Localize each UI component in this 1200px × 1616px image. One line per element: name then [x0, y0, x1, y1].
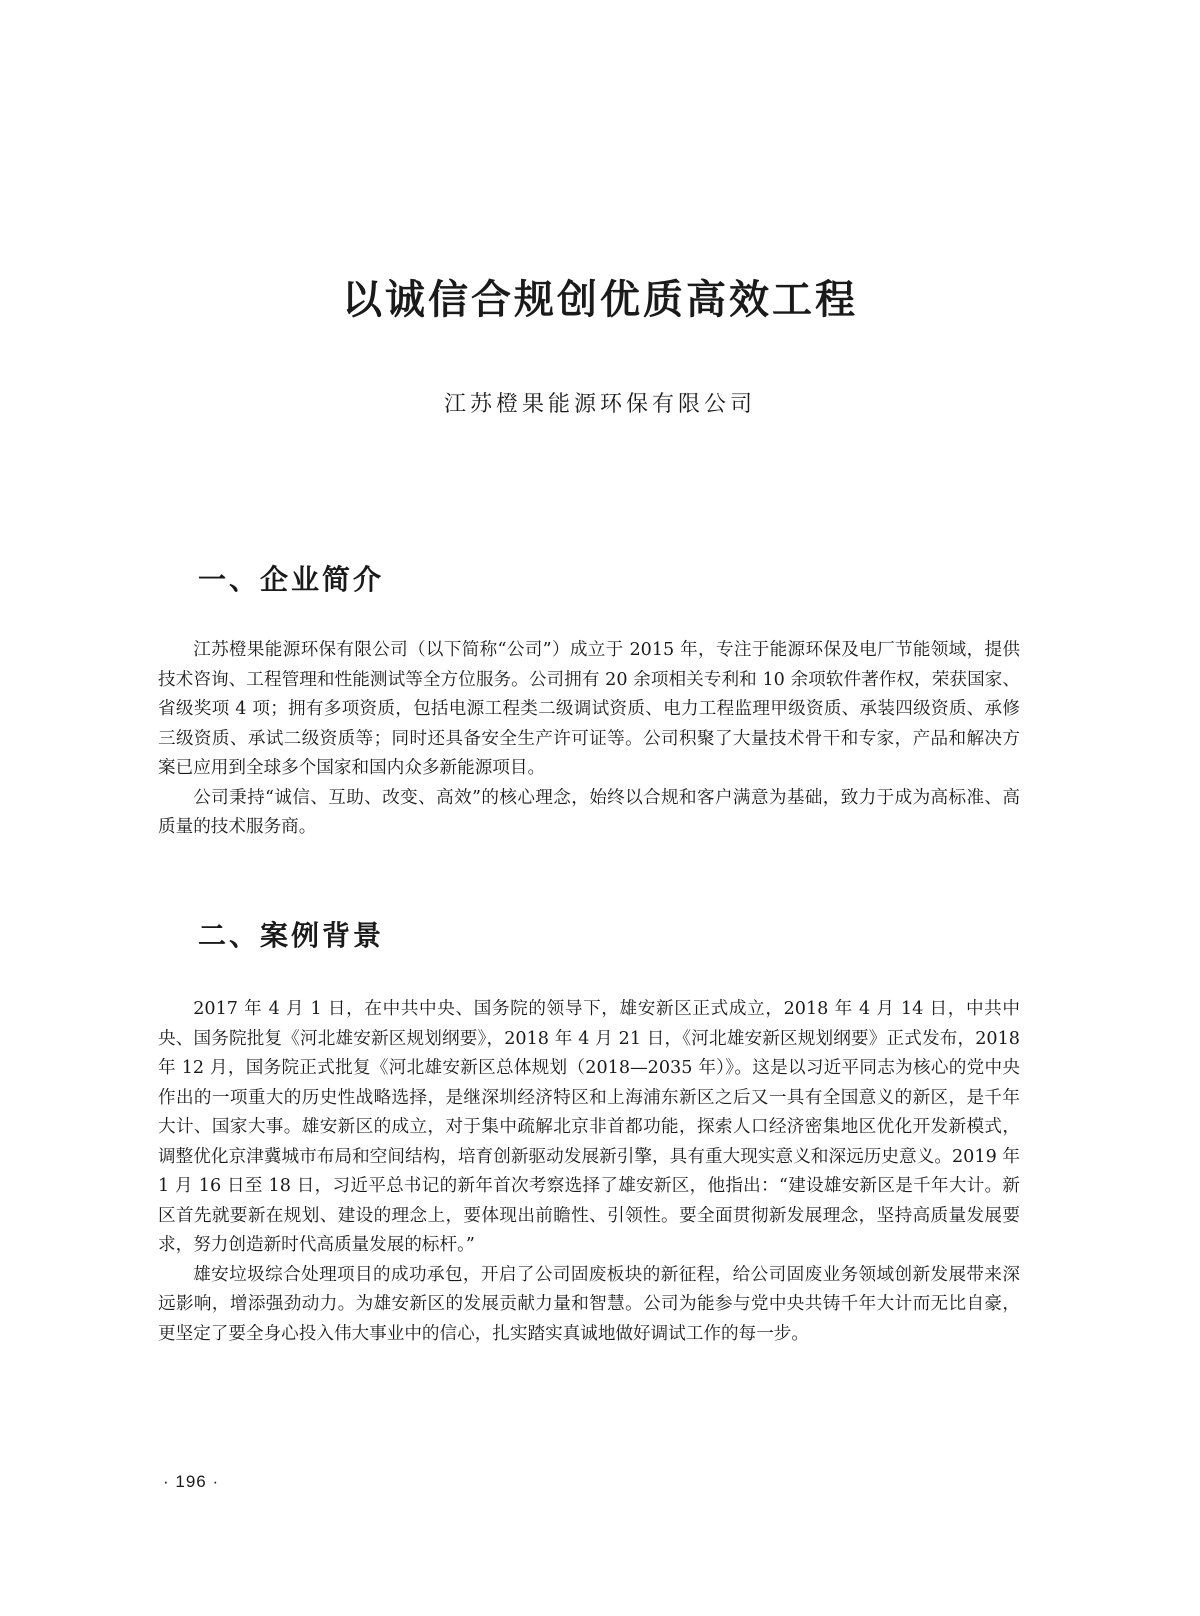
paragraph: 雄安垃圾综合处理项目的成功承包，开启了公司固废板块的新征程，给公司固废业务领域创新发展带来深远影响，增添强劲动力。为雄安新区的发展贡献力量和智慧。公司为能参与党中央共铸千年大计而无比自豪，更坚定了要全身心投入伟大事业中的信心，扎实踏实真诚地做好调试工作的每一步。 [158, 1264, 1020, 1344]
page-title: 以诚信合规创优质高效工程 [342, 277, 858, 323]
section-heading-intro: 一、企业简介 [198, 563, 385, 596]
paragraph: 2017 年 4 月 1 日，在中共中央、国务院的领导下，雄安新区正式成立，2018 年 4 月 14 日，中共中央、国务院批复《河北雄安新区规划纲要》，2018 年 4 月 21 日，《河北雄安新区规划纲要》正式发布，2018 年 12 月，国务院正式批复《河北雄安新区总体规划（2018—2035 年）》。这是以习近平同志为核心的党中央作出的一项重大的历史性战略选择，是继深圳经济特区和上海浦东新区之后又一具有全国意义的新区，是千年大计、国家大事。雄安新区的成立，对于集中疏解北京非首都功能，探索人口经济密集地区优化开发新模式，调整优化京津冀城市布局和空间结构，培育创新驱动发展新引擎，具有重大现实意义和深远历史意义。2019 年 1 月 16 日至 18 日，习近平总书记的新年首次考察选择了雄安新区，他指出：“建设雄安新区是千年大计。新区首先就要新在规划、建设的理念上，要体现出前瞻性、引领性。要全面贯彻新发展理念，坚持高质量发展要求，努力创造新时代高质量发展的标杆。” [158, 999, 1020, 1255]
section-heading-background: 二、案例背景 [198, 919, 385, 952]
page-number: · 196 · [163, 1472, 220, 1491]
paragraph: 公司秉持“诚信、互助、改变、高效”的核心理念，始终以合规和客户满意为基础，致力于成为高标准、高质量的技术服务商。 [158, 787, 1020, 837]
section-body-background [158, 995, 1020, 1349]
section-body-intro [158, 636, 1020, 843]
paragraph: 江苏橙果能源环保有限公司（以下简称“公司”）成立于 2015 年，专注于能源环保及电厂节能领域，提供技术咨询、工程管理和性能测试等全方位服务。公司拥有 20 余项相关专利和 10 余项软件著作权，荣获国家、省级奖项 4 项；拥有多项资质，包括电源工程类二级调试资质、电力工程监理甲级资质、承装四级资质、承修三级资质、承试二级资质等；同时还具备安全生产许可证等。公司积聚了大量技术骨干和专家，产品和解决方案已应用到全球多个国家和国内众多新能源项目。 [158, 640, 1020, 778]
author-line: 江苏橙果能源环保有限公司 [443, 392, 756, 417]
